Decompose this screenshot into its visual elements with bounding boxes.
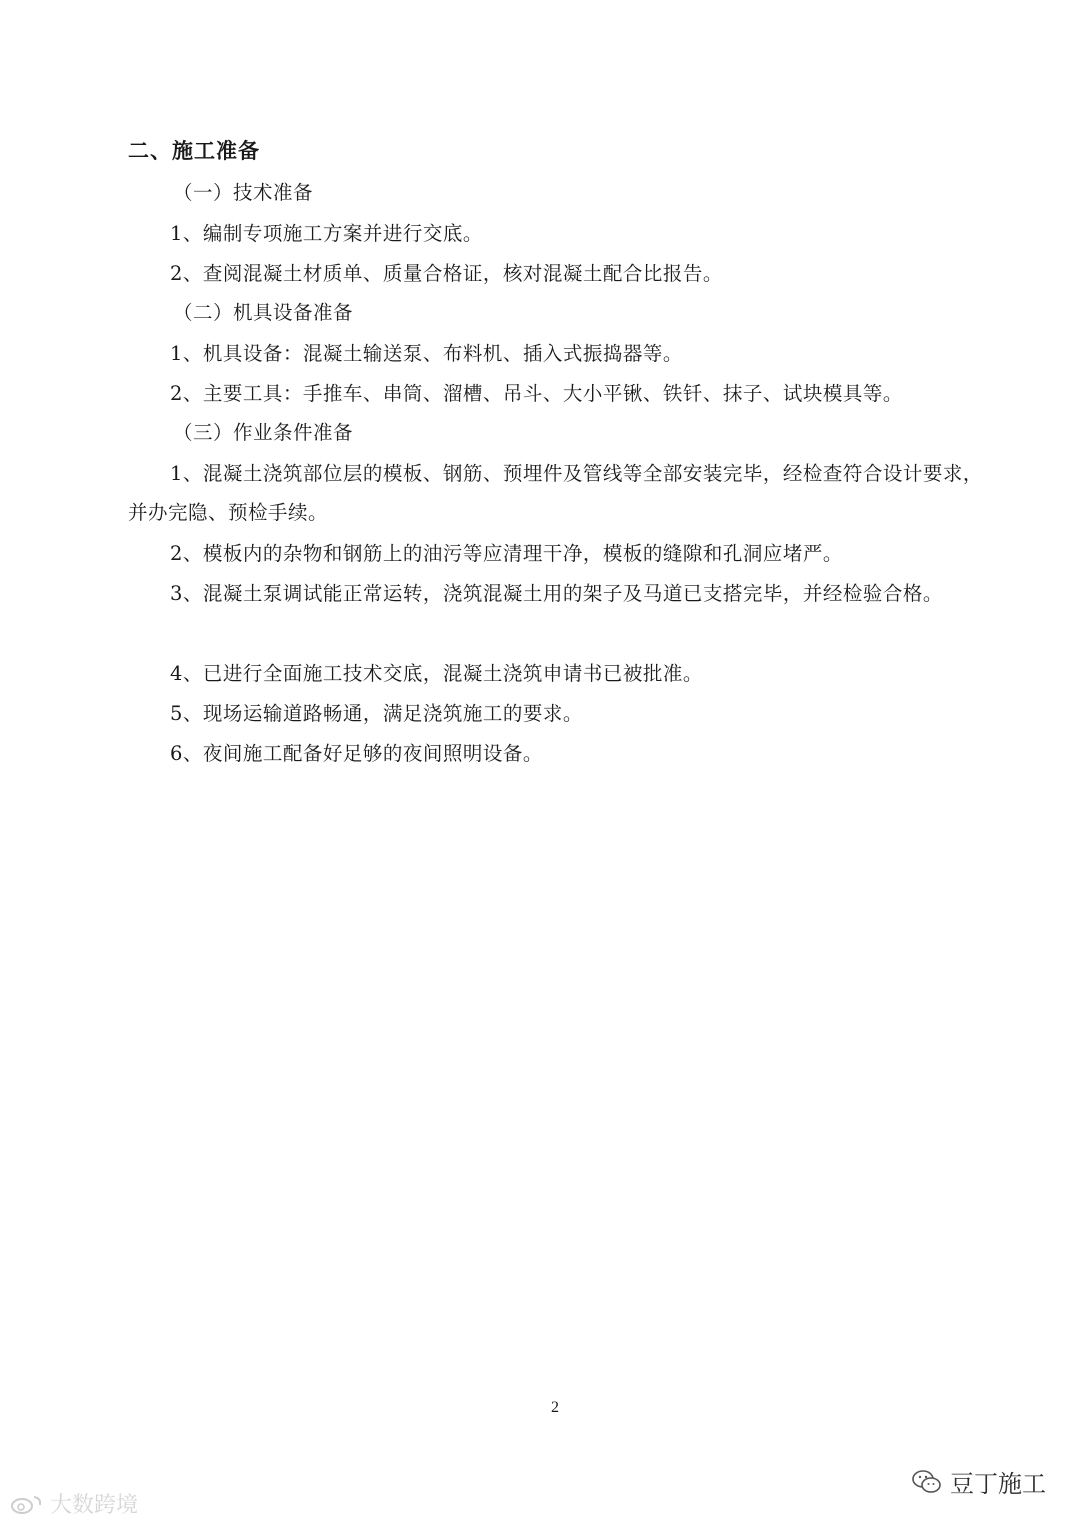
list-item: 6、夜间施工配备好足够的夜间照明设备。 — [170, 742, 543, 765]
page-number: 2 — [551, 1399, 559, 1416]
subsection-heading-conditions: （三）作业条件准备 — [173, 421, 354, 444]
list-item: 1、混凝土浇筑部位层的模板、钢筋、预埋件及管线等全部安装完毕，经检查符合设计要求，并办完隐、预检手续。 — [128, 462, 983, 524]
section-title: 二、施工准备 — [128, 138, 260, 163]
watermark-right — [912, 1464, 1046, 1499]
list-item: 2、查阅混凝土材质单、质量合格证，核对混凝土配合比报告。 — [170, 262, 723, 285]
subsection-heading-technical: （一）技术准备 — [173, 181, 314, 204]
list-item: 3、混凝土泵调试能正常运转，浇筑混凝土用的架子及马道已支搭完毕，并经检验合格。 — [170, 582, 943, 605]
list-item: 1、编制专项施工方案并进行交底。 — [170, 222, 483, 245]
list-item: 4、已进行全面施工技术交底，混凝土浇筑申请书已被批准。 — [170, 662, 703, 685]
weibo-logo-icon — [10, 1493, 44, 1515]
list-item: 5、现场运输道路畅通，满足浇筑施工的要求。 — [170, 702, 583, 725]
list-item: 2、主要工具：手推车、串筒、溜槽、吊斗、大小平锹、铁钎、抹子、试块模具等。 — [170, 382, 903, 405]
subsection-heading-equipment: （二）机具设备准备 — [173, 301, 354, 324]
list-item: 2、模板内的杂物和钢筋上的油污等应清理干净，模板的缝隙和孔洞应堵严。 — [170, 542, 843, 565]
watermark-left-text: 大数跨境 — [50, 1493, 139, 1518]
list-item: 1、机具设备：混凝土输送泵、布料机、插入式振捣器等。 — [170, 342, 683, 365]
watermark-left — [10, 1488, 138, 1519]
watermark-right-text: 豆丁施工 — [950, 1470, 1046, 1498]
wechat-icon — [912, 1469, 942, 1495]
